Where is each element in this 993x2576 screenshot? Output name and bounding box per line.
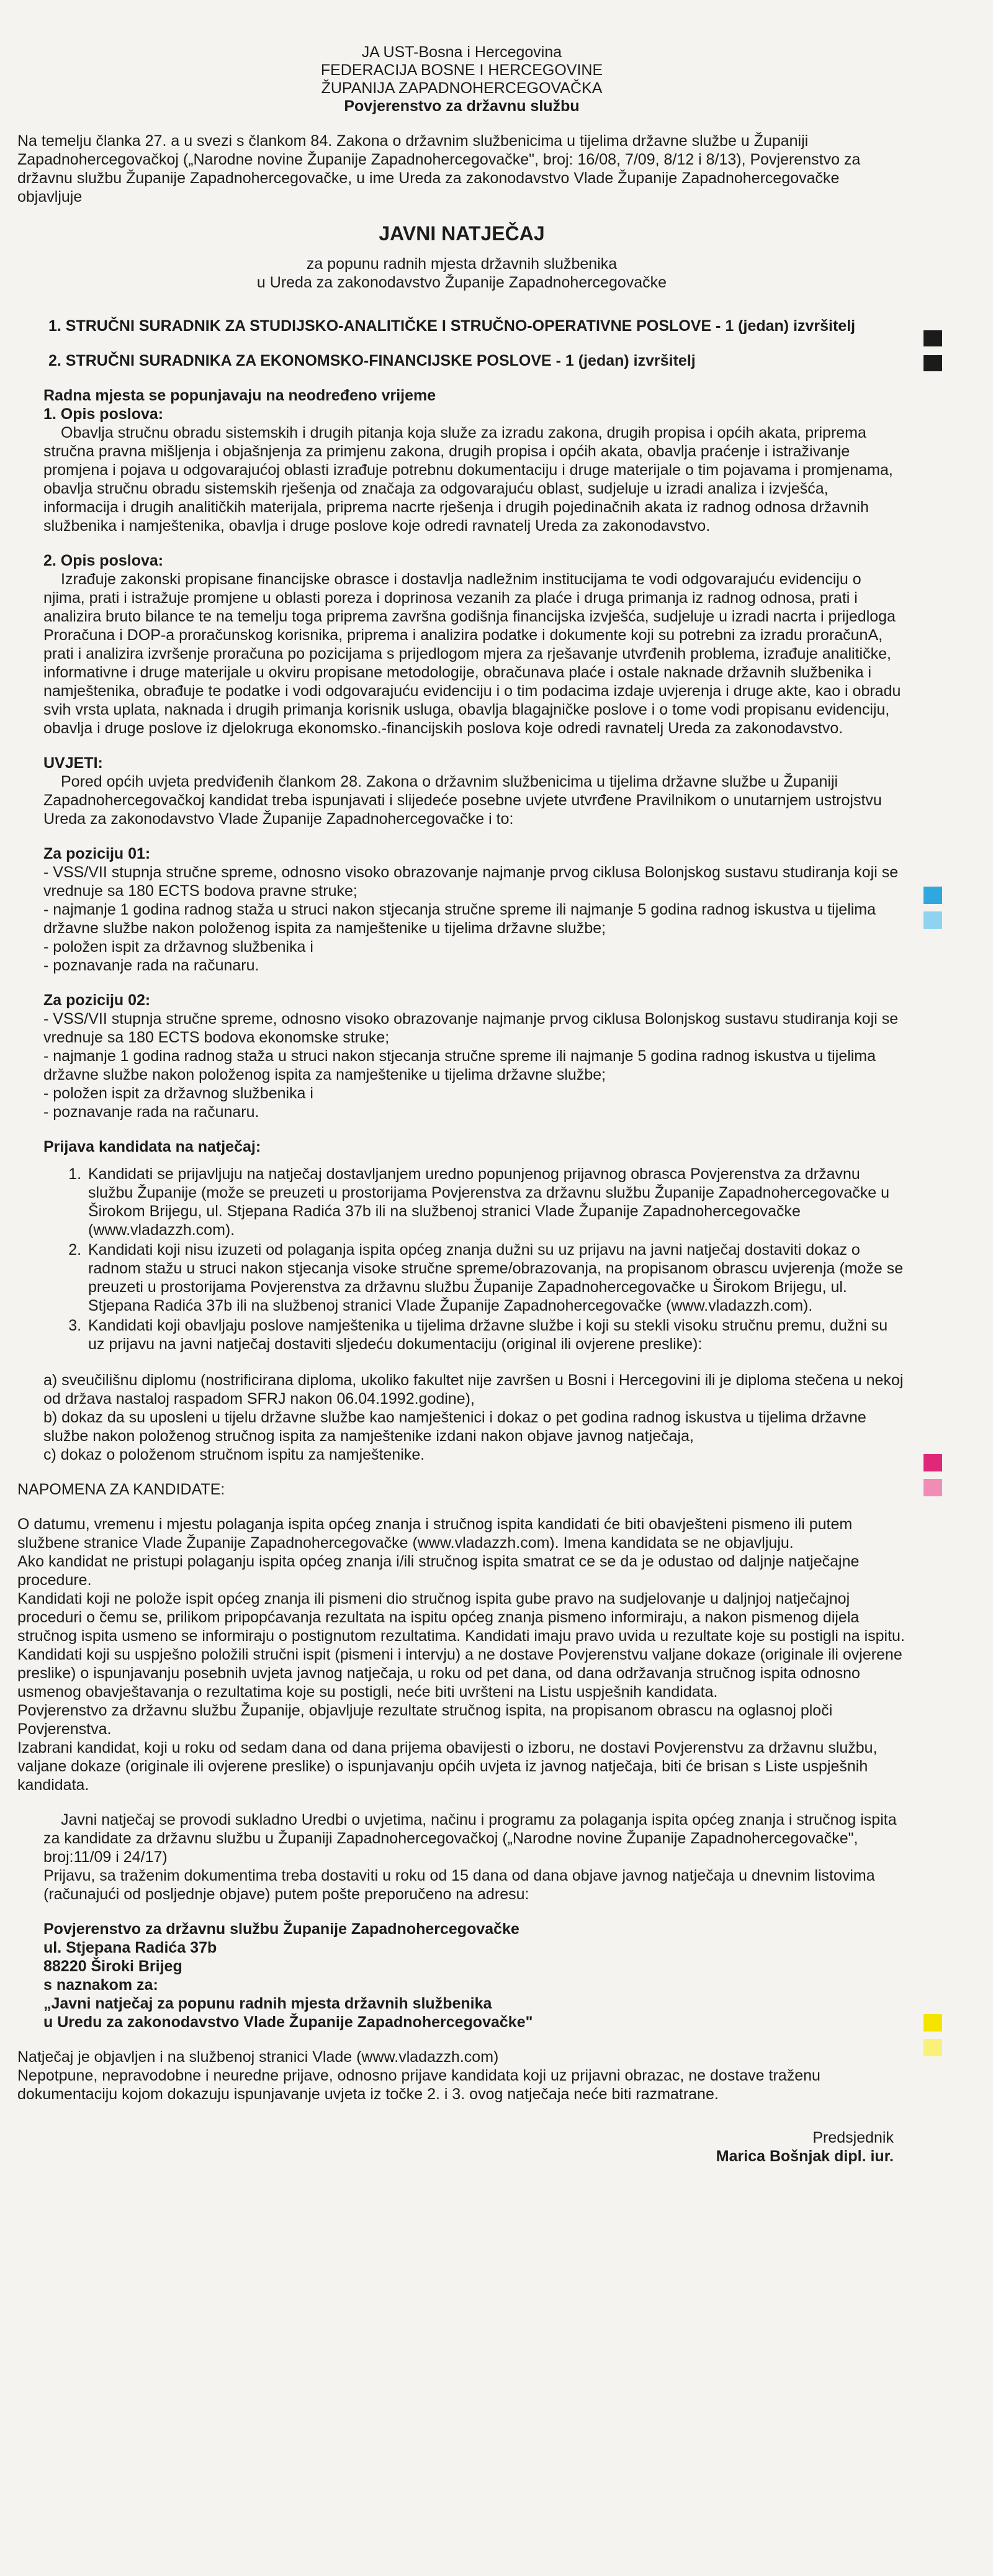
opis2-text: Izrađuje zakonski propisane financijske obrasce i dostavlja nadležnim institucijama te vodi odgovarajuću evidenciju o njima, prati i istražuje promjene u oblasti poreza i doprinosa vezanih za plaće i druga primanja iz radnog odnosa, prati i analizira bruto bilance te na temelju toga priprema završna godišnja financijska izvješća, sudjeluje u izradi nacrta i prijedloga Proračuna i DOP-a proračunskog korisnika, priprema i analizira podatke i dokumente koji su potrebni za izradu proračunA, prati i analizira izvršenje proračuna po pozicijama s prijedlogom mjera za rješavanje utvrđenih problema, izrađuje analitičke, informativne i druge materijale u okviru propisane metodologije, obračunava plaće i ostale naknade državnih službenika i namještenika, obrađuje te podatke i vodi odgovarajuću evidenciju i o tim podacima izdaje uvjerenja i druge akte, kao i obradu svih vrsta uplata, naknada i drugih primanja korisnik usluga, obavlja blagajničke poslove i o tome vodi propisanu evidenciju, obavlja i druge poslove iz djelokruga ekonomsko.-financijskih poslova koje odredi ravnatelj Ureda za zakonodavstvo.	[43, 571, 901, 737]
registration-mark-black	[923, 355, 942, 371]
list-item: 1. Kandidati se prijavljuju na natječaj dostavljanjem uredno popunjenog prijavnog obrasca Povjerenstva za državnu službu Županije (može se preuzeti u prostorijama Povjerenstva za državnu službu Županije Zapadnohercegovačke u Širokom Brijegu, ul. Stjepana Radića 37b ili na službenoj stranici Vlade Županije Zapadnohercegovačke (www.vladazzh.com).	[86, 1165, 906, 1239]
registration-mark-magenta	[923, 1454, 942, 1471]
opis2-heading: 2. Opis poslova:	[43, 552, 164, 569]
poz1-line: - poznavanje rada na računaru.	[43, 957, 259, 974]
address-line: s naznakom za:	[43, 1976, 158, 1994]
registration-mark-magenta	[923, 1479, 942, 1496]
registration-mark-cyan	[923, 911, 942, 929]
napomena-paragraph: Kandidati koji ne polože ispit općeg znanja ili pismeni dio stručnog ispita gube pravo na sudjelovanje u daljnjoj natječajnoj proceduri o čemu se, prilikom pripopćavanja rezultata na ispitu općeg znanja pismeno informiraju, a nakon pismenog dijela stručnog ispita usmeno se informiraju o postignutom rezultatima. Kandidati imaju pravo uvida u rezultate koje su postigli na ispitu.	[17, 1590, 905, 1645]
napomena-heading: NAPOMENA ZA KANDIDATE:	[17, 1481, 225, 1498]
address-line: Povjerenstvo za državnu službu Županije Zapadnohercegovačke	[43, 1920, 519, 1938]
poz1-line: - položen ispit za državnog službenika i	[43, 938, 313, 956]
napomena-paragraph: Kandidati koji su uspješno položili stručni ispit (pismeni i intervju) a ne dostave Povjerenstvu valjane dokaze (originale ili ovjerene preslike) o ispunjavanju posebnih uvjeta javnog natječaja, u roku od pet dana, od dana održavanja stručnog ispita odnosno usmenog obavještavanja o rezultatima koje su postigli, neće biti uvršteni na Listu uspješnih kandidata.	[17, 1646, 902, 1701]
header-line: Povjerenstvo za državnu službu	[344, 97, 580, 115]
poz2-line: - najmanje 1 godina radnog staža u struci nakon stjecanja stručne spreme ili najmanje 5 godina radnog iskustva u tijelima državne službe nakon položenog ispita za namještenike u tijelima državne službe;	[43, 1047, 876, 1083]
poz2-heading: Za poziciju 02:	[43, 992, 151, 1009]
issuer-header	[17, 43, 906, 115]
registration-mark-yellow	[923, 2014, 942, 2031]
list-item: 3. Kandidati koji obavljaju poslove namještenika u tijelima državne službe i koji su stekli visoku stručnu premu, dužni su uz prijavu na javni natječaj dostaviti sljedeću dokumentaciju (original ili ovjerene preslike):	[86, 1316, 906, 1354]
header-line: JA UST-Bosna i Hercegovina	[361, 43, 562, 61]
list-item: b) dokaz da su uposleni u tijelu državne službe kao namještenici i dokaz o pet godina radnog iskustva u tijelima državne službe nakon položenog stručnog ispita za namještenike izdani nakon objave javnog natječaja,	[43, 1409, 866, 1445]
poz1-line: - najmanje 1 godina radnog staža u struci nakon stjecanja stručne spreme ili najmanje 5 godina radnog iskustva u tijelima državne službe nakon položenog ispita za namještenike u tijelima državne službe;	[43, 901, 876, 937]
napomena-paragraph: Izabrani kandidat, koji u roku od sedam dana od dana prijema obavijesti o izboru, ne dostavi Povjerenstvu za državnu službu, valjane dokaze (originale ili ovjerene preslike) o ispunjavanju općih uvjeta iz javnog natječaja, biti će brisan s Liste uspješnih kandidata.	[17, 1739, 878, 1794]
prijava-heading: Prijava kandidata na natječaj:	[43, 1138, 261, 1155]
position-2: 2. STRUČNI SURADNIKA ZA EKONOMSKO-FINANCIJSKE POSLOVE - 1 (jedan) izvršitelj	[48, 352, 696, 369]
employment-type: Radna mjesta se popunjavaju na neodređeno vrijeme	[43, 387, 436, 404]
address-line: 88220 Široki Brijeg	[43, 1958, 182, 1975]
subtitle-line: za popunu radnih mjesta državnih službenika	[306, 255, 618, 273]
documents-list	[43, 1371, 906, 1464]
list-item: a) sveučilišnu diplomu (nostrificirana diploma, ukoliko fakultet nije završen u Bosni i Hercegovini ili je diploma stečena u nekoj od država nastaloj raspadom SFRJ nakon 06.04.1992.godine),	[43, 1372, 904, 1408]
header-line: ŽUPANIJA ZAPADNOHERCEGOVAČKA	[321, 79, 603, 97]
notice-document	[17, 43, 906, 2166]
rok-paragraph: Prijavu, sa traženim dokumentima treba dostaviti u roku od 15 dana od dana objave javnog natječaja u dnevnim listovima (računajući od posljednje objave) putem pošte preporučeno na adresu:	[43, 1867, 875, 1903]
document-title: JAVNI NATJEČAJ	[379, 222, 545, 245]
intro-paragraph: Na temelju članka 27. a u svezi s člankom 84. Zakona o državnim službenicima u tijelima državne službe u Županiji Zapadnohercegovačkoj („Narodne novine Županije Zapadnohercegovačke", broj: 16/08, 7/09, 8/12 i 8/13), Povjerenstvo za državnu službu Županije Zapadnohercegovačke, u ime Ureda za zakonodavstvo Vlade Županije Zapadnohercegovačke objavljuje	[17, 132, 861, 206]
address-line: u Uredu za zakonodavstvo Vlade Županije Zapadnohercegovačke"	[43, 2013, 533, 2031]
poz2-line: - VSS/VII stupnja stručne spreme, odnosno visoko obrazovanje najmanje prvog ciklusa Bolonjskog sustavu studiranja koji se vrednuje sa 180 ECTS bodova ekonomske struke;	[43, 1010, 899, 1046]
prijava-list	[17, 1165, 906, 1354]
poz2-line: - poznavanje rada na računaru.	[43, 1103, 259, 1121]
address-line: ul. Stjepana Radića 37b	[43, 1939, 217, 1956]
napomena-paragraph: Ako kandidat ne pristupi polaganju ispita općeg znanja i/ili stručnog ispita smatrat ce se da je odustao od daljnje natječajne procedure.	[17, 1553, 860, 1589]
list-item: c) dokaz o položenom stručnom ispitu za namještenike.	[43, 1446, 425, 1463]
uvjeti-text: Pored općih uvjeta predviđenih člankom 28. Zakona o državnim službenicima u tijelima državne službe u Županiji Zapadnohercegovačkoj kandidat treba ispunjavati i slijedeće posebne uvjete utvrđene Pravilnikom o unutarnjem ustrojstvu Ureda za zakonodavstvo Vlade Županije Zapadnohercegovačke i to:	[43, 773, 882, 828]
registration-mark-black	[923, 330, 942, 346]
opis1-heading: 1. Opis poslova:	[43, 405, 164, 423]
closing-line: Natječaj je objavljen i na službenoj stranici Vlade (www.vladazzh.com)	[17, 2048, 499, 2066]
closing-line: Nepotpune, nepravodobne i neuredne prijave, odnosno prijave kandidata koji uz prijavni obrazac, ne dostave traženu dokumentaciju kojom dokazuju ispunjavanje uvjeta iz točke 2. i 3. ovog natječaja neće biti razmatrane.	[17, 2067, 820, 2103]
napomena-paragraph: Povjerenstvo za državnu službu Županije, objavljuje rezultate stručnog ispita, na propisanom obrascu na oglasnoj ploči Povjerenstva.	[17, 1702, 833, 1738]
poz2-line: - položen ispit za državnog službenika i	[43, 1085, 313, 1102]
list-item: 2. Kandidati koji nisu izuzeti od polaganja ispita općeg znanja dužni su uz prijavu na javni natječaj dostaviti dokaz o radnom stažu u struci nakon stjecanja visoke stručne spreme/obrazovanja, na propisanom obrascu uvjerenja (može se preuzeti u prostorijama Povjerenstva za državnu službu Županije Zapadnohercegovačke u Širokom Brijegu, ul. Stjepana Radića 37b ili na službenoj stranici Vlade Županije Zapadnohercegovačke (www.vladazzh.com).	[86, 1241, 906, 1315]
napomena-paragraph: O datumu, vremenu i mjestu polaganja ispita općeg znanja i stručnog ispita kandidati će biti obavješteni pismeno ili putem službene stranice Vlade Županije Zapadnohercegovačke (www.vladazzh.com). Imena kandidata se ne objavljuju.	[17, 1516, 853, 1552]
subtitle-line: u Ureda za zakonodavstvo Županije Zapadnohercegovačke	[256, 274, 667, 291]
address-line: „Javni natječaj za popunu radnih mjesta državnih službenika	[43, 1995, 492, 2012]
registration-mark-cyan	[923, 887, 942, 904]
poz1-heading: Za poziciju 01:	[43, 845, 151, 862]
mailing-address	[43, 1920, 906, 2031]
registration-mark-yellow	[923, 2039, 942, 2056]
opis1-text: Obavlja stručnu obradu sistemskih i drugih pitanja koja služe za izradu zakona, drugih propisa i općih akata, priprema stručna pravna mišljenja i objašnjenja za primjenu zakona, drugih propisa i općih akata, obavlja praćenje i istraživanje promjena i pojava u odgovarajućoj oblasti izrađuje potrebnu dokumentaciju i druge materijale o tim pojavama i promjenama, obavlja stručnu obradu sistemskih rješenja od značaja za odgovarajuću oblast, sudjeluje u izradi analiza i izvješća, informacija i drugih analitičkih materijala, priprema nacrte rješenja i drugih pojedinačnih akata iz radnog odnosa državnih službenika i namještenika, obavlja i druge poslove koje odredi ravnatelj Ureda za zakonodavstvo.	[43, 424, 893, 535]
uvjeti-heading: UVJETI:	[43, 754, 103, 772]
poz1-line: - VSS/VII stupnja stručne spreme, odnosno visoko obrazovanje najmanje prvog ciklusa Bolonjskog sustavu studiranja koji se vrednuje sa 180 ECTS bodova pravne struke;	[43, 864, 899, 900]
header-line: FEDERACIJA BOSNE I HERCEGOVINE	[320, 61, 603, 79]
napomena-section	[17, 1480, 906, 1794]
signature-name: Marica Bošnjak dipl. iur.	[716, 2148, 894, 2165]
position-1: 1. STRUČNI SURADNIK ZA STUDIJSKO-ANALITIČKE I STRUČNO-OPERATIVNE POSLOVE - 1 (jedan) izvršitelj	[48, 317, 856, 335]
provedba-paragraph: Javni natječaj se provodi sukladno Uredbi o uvjetima, načinu i programu za polaganja ispita općeg znanja i stručnog ispita za kandidate za državnu službu u Županiji Zapadnohercegovačkoj („Narodne novine Županije Zapadnohercegovačke", broj:11/09 i 24/17)	[43, 1811, 897, 1866]
signature-role: Predsjednik	[812, 2129, 894, 2146]
